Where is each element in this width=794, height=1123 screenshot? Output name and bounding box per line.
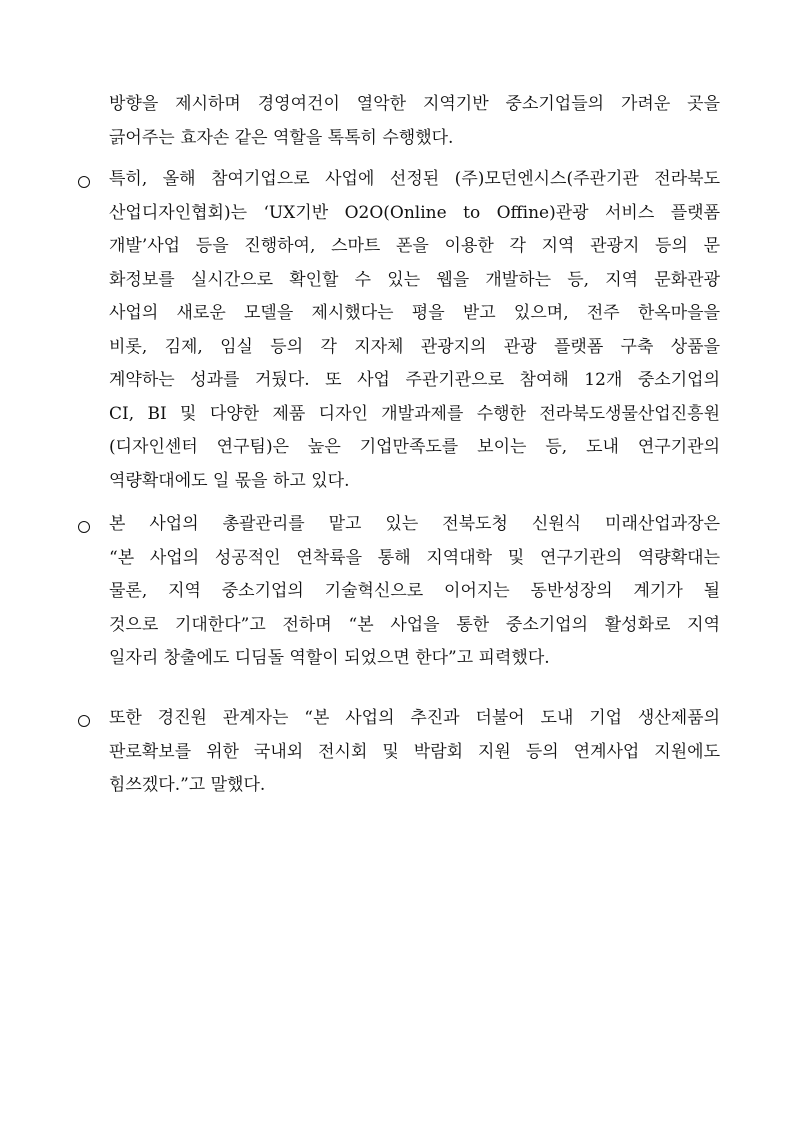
text-line: 특히, 올해 참여기업으로 사업에 선정된 (주)모던엔시스(주관기관 전라북도: [109, 169, 720, 189]
text-line: 물론, 지역 중소기업의 기술혁신으로 이어지는 동반성장의 계기가 될: [109, 581, 720, 601]
text-line: 것으로 기대한다”고 전하며 “본 사업을 통한 중소기업의 활성화로 지역: [109, 614, 720, 635]
text-line: 일자리 창출에도 디딤돌 역할이 되었으면 한다”고 피력했다.: [109, 648, 550, 668]
text-line: 비롯, 김제, 임실 등의 각 지자체 관광지의 관광 플랫폼 구축 상품을: [109, 336, 720, 357]
text-line: 긁어주는 효자손 같은 역할을 톡톡히 수행했다.: [109, 127, 454, 148]
text-line: (디자인센터 연구팀)은 높은 기업만족도를 보이는 등, 도내 연구기관의: [109, 437, 720, 457]
text-line: “본 사업의 성공적인 연착륙을 통해 지역대학 및 연구기관의 역량확대는: [109, 547, 720, 568]
text-line: 역량확대에도 일 몫을 하고 있다.: [109, 470, 350, 491]
text-line: 또한 경진원 관계자는 “본 사업의 추진과 더불어 도내 기업 생산제품의: [109, 708, 720, 728]
text-line: 힘쓰겠다.”고 말했다.: [109, 775, 266, 795]
text-line: 본 사업의 총괄관리를 맡고 있는 전북도청 신원식 미래산업과장은: [109, 514, 720, 534]
paragraph-text: [109, 702, 720, 803]
text-line: CI, BI 및 다양한 제품 디자인 개발과제를 수행한 전라북도생물산업진흥원: [109, 403, 720, 424]
text-line: 방향을 제시하며 경영여건이 열악한 지역기반 중소기업들의 가려운 곳을: [109, 94, 720, 114]
text-line: 판로확보를 위한 국내외 전시회 및 박람회 지원 등의 연계사업 지원에도: [109, 741, 720, 762]
circle-bullet-icon: [78, 521, 90, 533]
text-line: 계약하는 성과를 거뒀다. 또 사업 주관기관으로 참여해 12개 중소기업의: [109, 370, 720, 390]
circle-bullet-icon: [78, 176, 90, 188]
paragraph-text: [109, 508, 720, 676]
text-line: 화정보를 실시간으로 확인할 수 있는 웹을 개발하는 등, 지역 문화관광: [109, 269, 720, 290]
paragraph-text: [109, 88, 720, 155]
text-line: 개발’사업 등을 진행하여, 스마트 폰을 이용한 각 지역 관광지 등의 문: [109, 236, 720, 256]
circle-bullet-icon: [78, 715, 90, 727]
paragraph-text: [109, 163, 720, 498]
text-line: 산업디자인협회)는 ‘UX기반 O2O(Online to Offine)관광 서비스 플랫폼: [109, 202, 720, 223]
text-line: 사업의 새로운 모델을 제시했다는 평을 받고 있으며, 전주 한옥마을을: [109, 303, 720, 323]
